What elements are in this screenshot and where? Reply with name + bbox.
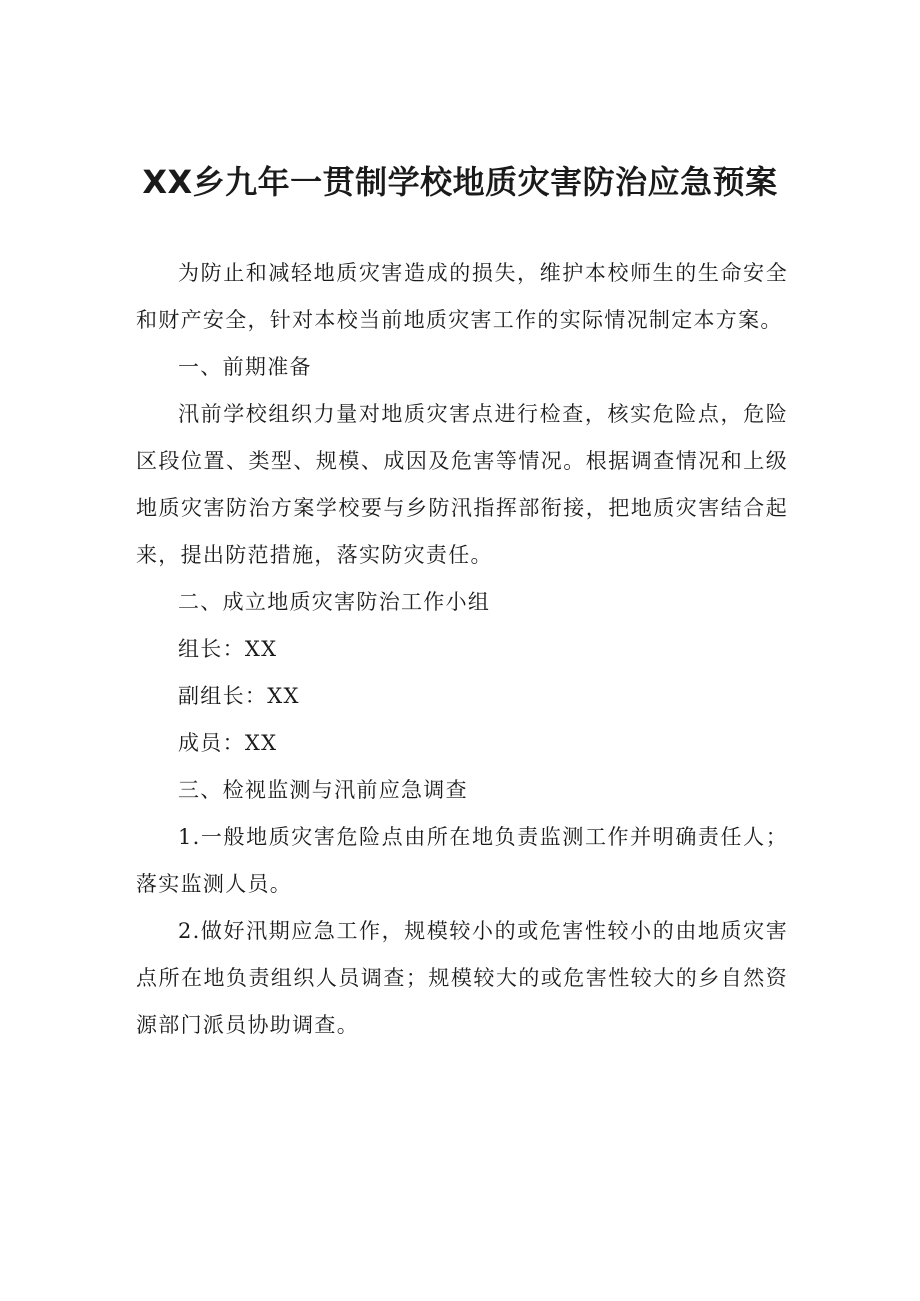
- section-heading-monitoring: 三、检视监测与汛前应急调查: [178, 778, 468, 802]
- monitoring-item-1: 1.一般地质灾害危险点由所在地负责监测工作并明确责任人；落实监测人员。: [136, 825, 788, 896]
- members-line: 成员：XX: [178, 731, 278, 755]
- deputy-leader-line: 副组长：XX: [178, 684, 300, 708]
- section-heading-preparation: 一、前期准备: [178, 355, 312, 379]
- document-title: XX乡九年一贯制学校地质灾害防治应急预案: [142, 163, 778, 201]
- section-heading-working-group: 二、成立地质灾害防治工作小组: [178, 590, 491, 614]
- monitoring-item-2: 2.做好汛期应急工作，规模较小的或危害性较小的由地质灾害点所在地负责组织人员调查；规模较大的或危害性较大的乡自然资源部门派员协助调查。: [136, 919, 788, 1037]
- preparation-paragraph: 汛前学校组织力量对地质灾害点进行检查，核实危险点，危险区段位置、类型、规模、成因及危害等情况。根据调查情况和上级地质灾害防治方案学校要与乡防汛指挥部衔接，把地质灾害结合起来，提出防范措施，落实防灾责任。: [136, 402, 788, 567]
- document-body: [136, 250, 788, 1049]
- intro-paragraph: 为防止和减轻地质灾害造成的损失，维护本校师生的生命安全和财产安全，针对本校当前地质灾害工作的实际情况制定本方案。: [136, 261, 788, 332]
- group-leader-line: 组长：XX: [178, 637, 278, 661]
